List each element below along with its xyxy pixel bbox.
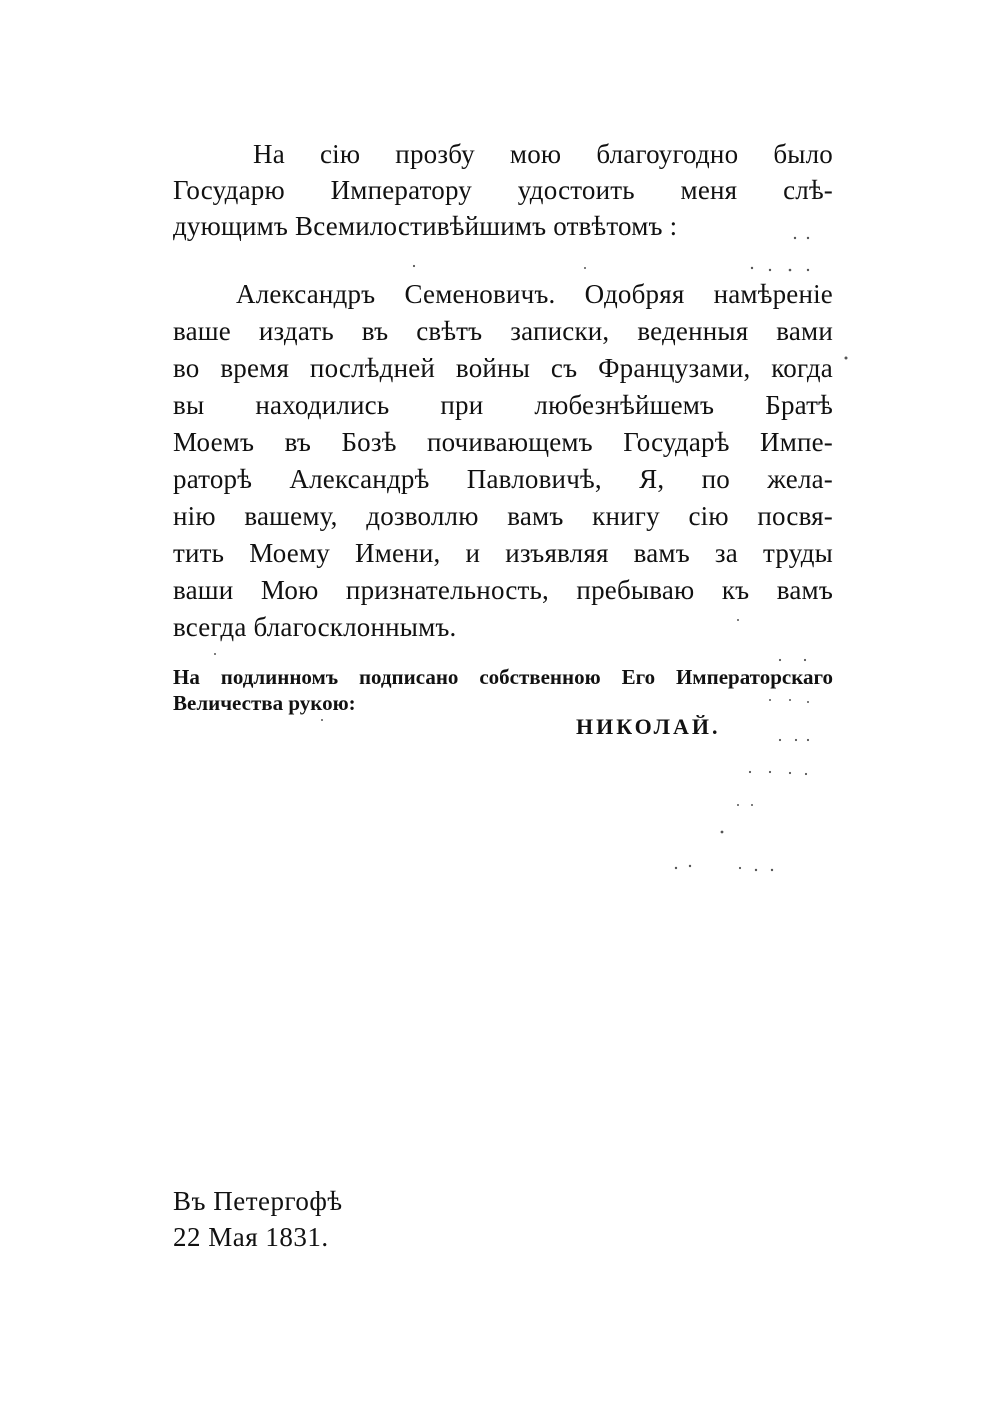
- letter-line-8: тить Моему Имени, и изъявляя вамъ за труды: [173, 538, 833, 568]
- signature-note-line-2: Величества рукою:: [173, 691, 356, 715]
- intro-line-1: На сію прозбу мою благоугодно было: [253, 139, 833, 169]
- signature: НИКОЛАЙ.: [576, 714, 721, 739]
- letter-line-6: раторѣ Александрѣ Павловичѣ, Я, по жела-: [173, 464, 833, 494]
- letter-line-2: ваше издать въ свѣтъ записки, веденныя вами: [173, 316, 833, 346]
- date-line: 22 Мая 1831.: [173, 1222, 329, 1252]
- letter-line-5: Моемъ въ Бозѣ почивающемъ Государѣ Импе-: [173, 427, 833, 457]
- letter-line-4: вы находились при любезнѣйшемъ Братѣ: [173, 390, 833, 420]
- signature-note-line-1: На подлинномъ подписано собственною Его Императорскаго: [173, 665, 833, 689]
- letter-line-9: ваши Мою признательность, пребываю къ вамъ: [173, 575, 833, 605]
- intro-line-3: дующимъ Всемилостивѣйшимъ отвѣтомъ :: [173, 211, 678, 241]
- letter-line-3: во время послѣдней войны съ Французами, когда: [173, 353, 833, 383]
- place-line: Въ Петергофѣ: [173, 1186, 343, 1216]
- letter-line-7: нію вашему, дозволлю вамъ книгу сію посвя-: [173, 501, 833, 531]
- intro-line-2: Государю Императору удостоить меня слѣ-: [173, 175, 833, 205]
- letter-line-1: Александръ Семеновичъ. Одобряя намѣреніе: [236, 279, 833, 309]
- letter-line-10: всегда благосклоннымъ.: [173, 612, 457, 642]
